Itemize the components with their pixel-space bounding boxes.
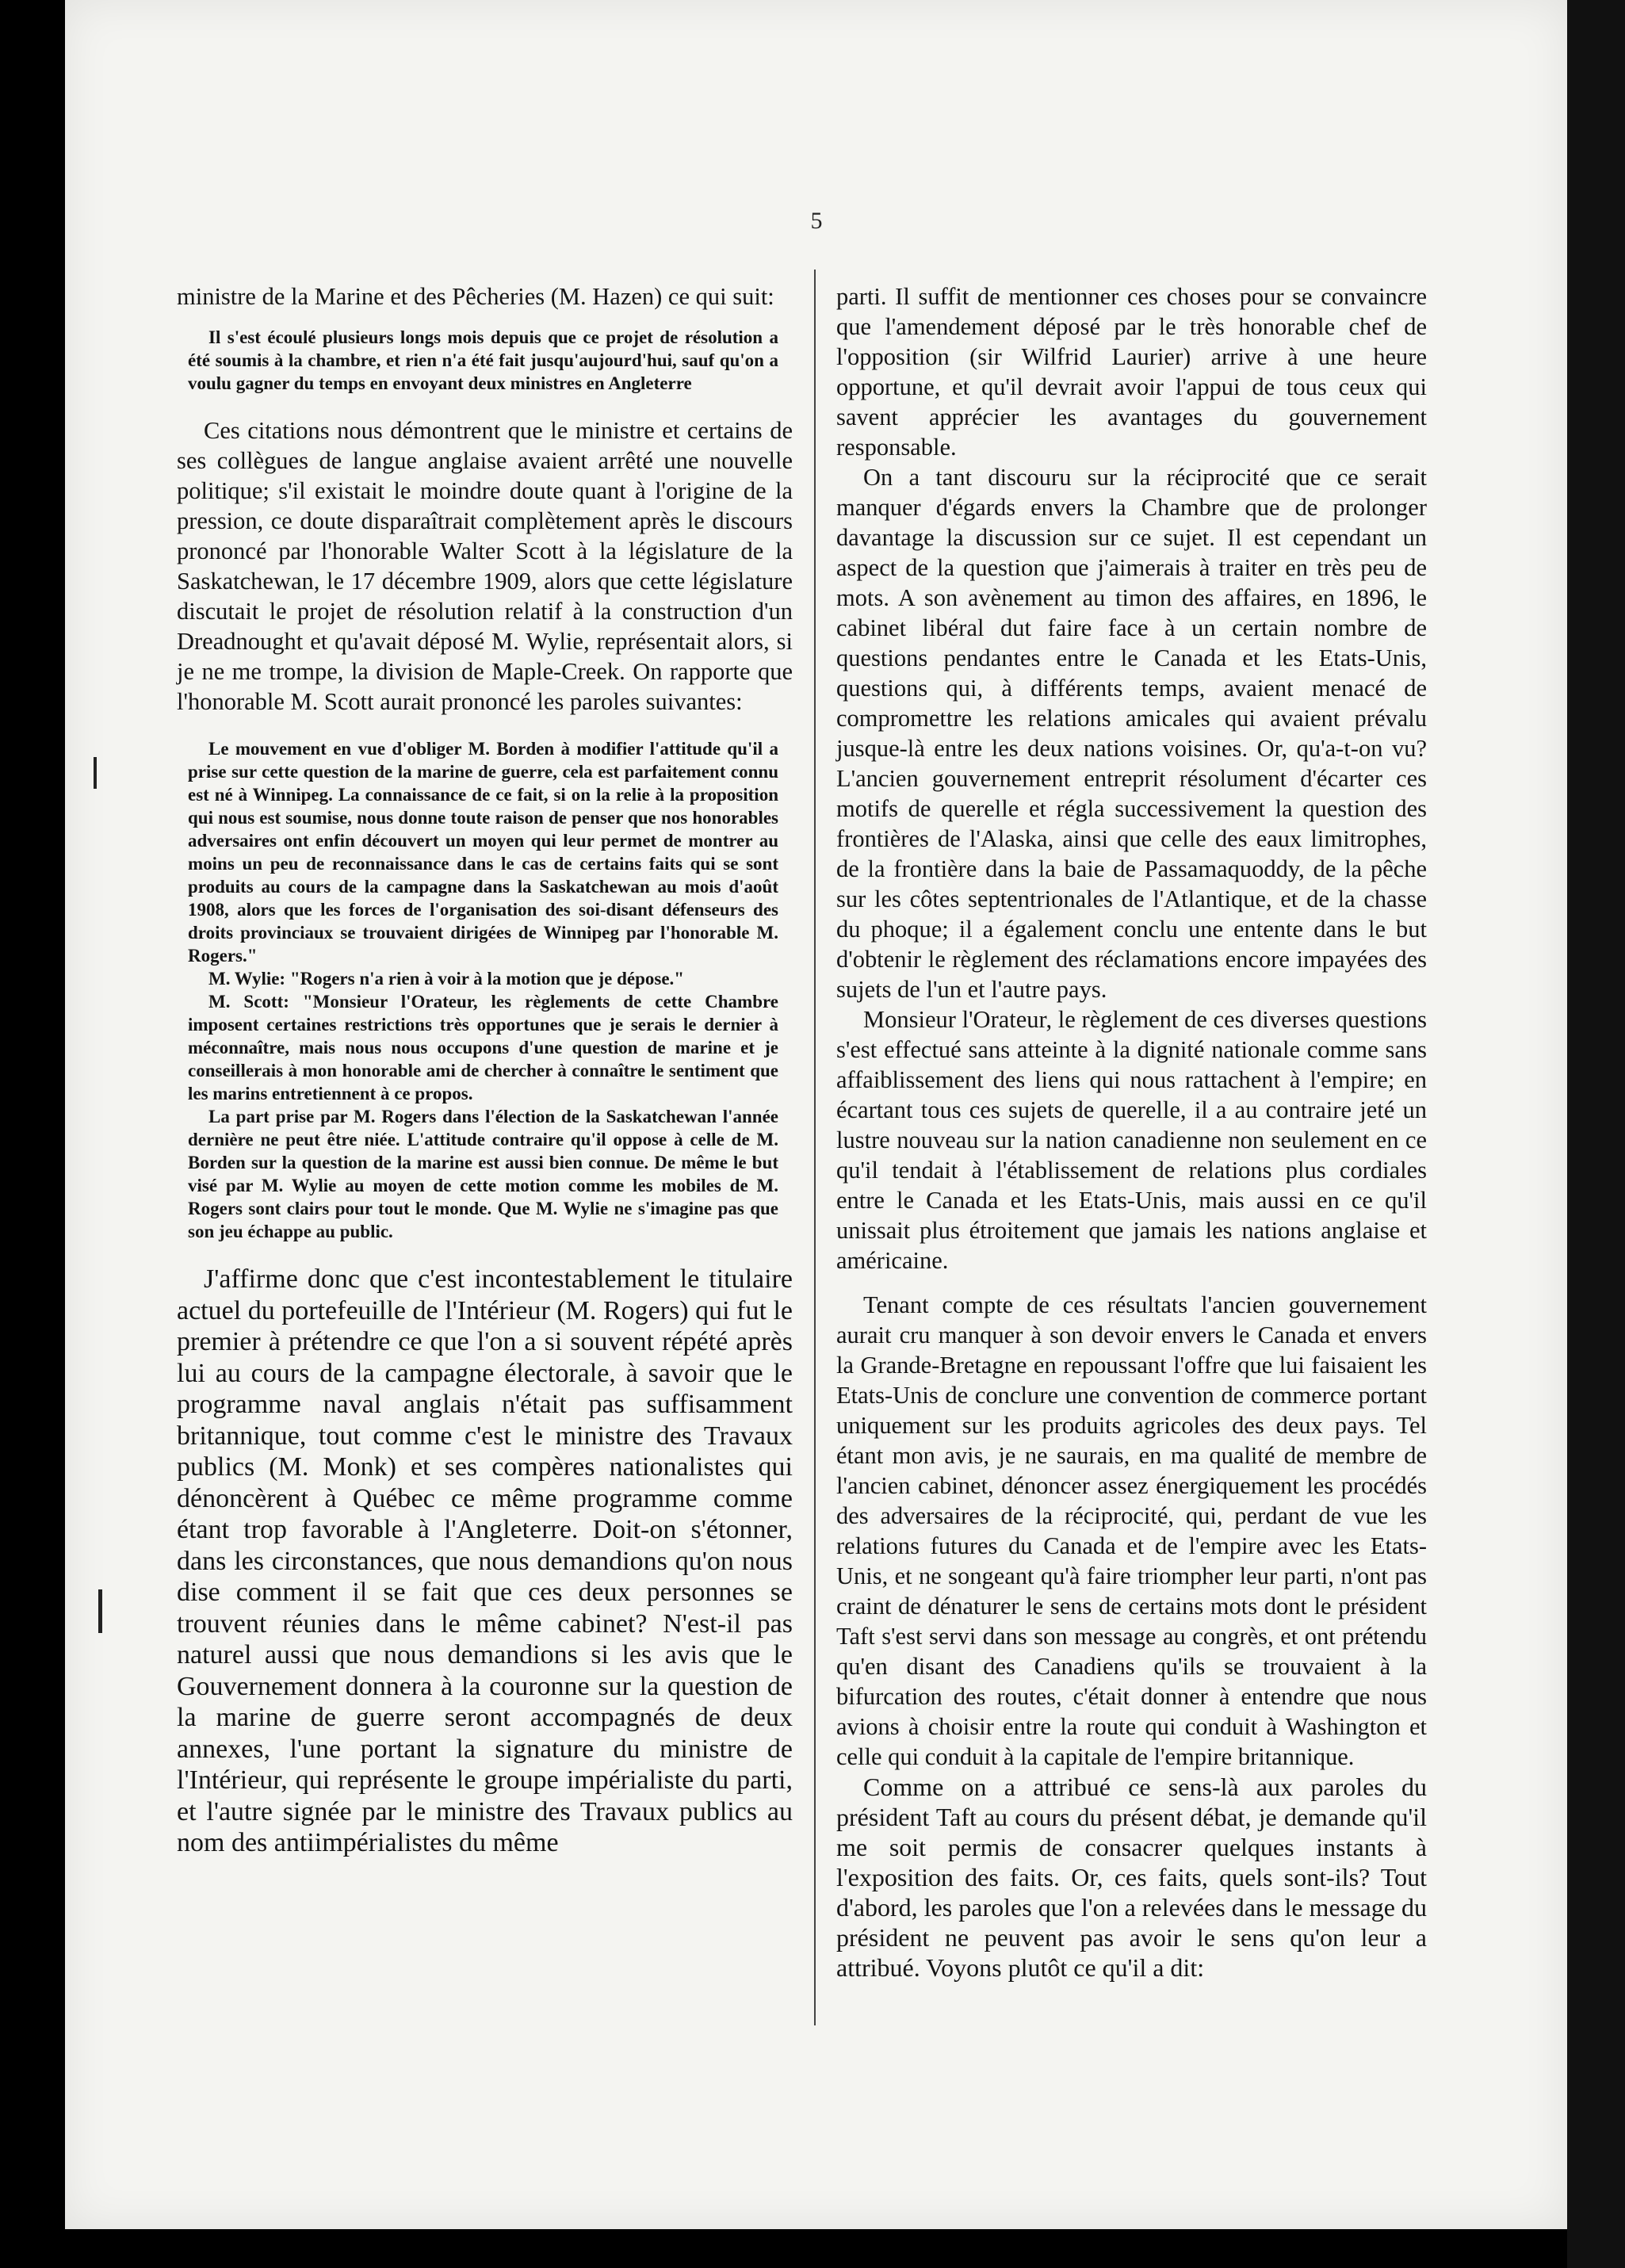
paragraph: parti. Il suffit de mentionner ces choses pour se convaincre que l'amendement déposé par le très honorable chef de l'opposition (sir Wilfrid Laurier) arrive à une heure opportune, et qu'il devrait avoir l'appui de tous ceux qui savent apprécier les avantages du gouvernement responsable. xyxy=(836,283,1427,461)
scan-border xyxy=(1567,0,1625,2268)
paragraph: On a tant discouru sur la réciprocité que ce serait manquer d'égards envers la Chambre que de prolonger davantage la discussion sur ce sujet. Il est cependant un aspect de la question que j'aimerais à traiter en très peu de mots. A son avènement au timon des affaires, en 1896, le cabinet libéral dut faire face à un certain nombre de questions pendantes entre le Canada et les Etats-Unis, questions qui, à différents temps, avaient menacé de compromettre les relations amicales qui avaient prévalu jusque-là entre les deux nations voisines. Or, qu'a-t-on vu? L'ancien gouvernement entreprit résolument d'écarter ces motifs de querelle et régla successivement la question des frontières de l'Alaska, ainsi que celle des eaux limitrophes, de la frontière dans la baie de Passamaquoddy, de la pêche sur les côtes septentrionales de l'Atlantique, et de la chasse du phoque; il a également conclu une entente dans le but d'obtenir le règlement des réclamations encore impayées des sujets de l'un et l'autre pays. xyxy=(836,464,1427,1003)
paragraph: Comme on a attribué ce sens-là aux paroles du président Taft au cours du présent débat, je demande qu'il me soit permis de consacrer quelques instants à l'exposition des faits. Or, ces faits, quels sont-ils? Tout d'abord, les paroles que l'on a relevées dans le message du président ne peuvent pas avoir le sens qu'on leur a attribué. Voyons plutôt ce qu'il a dit: xyxy=(836,1773,1427,1982)
paragraph: Tenant compte de ces résultats l'ancien gouvernement aurait cru manquer à son devoir envers le Canada et envers la Grande-Bretagne en repoussant l'offre que lui faisaient les Etats-Unis de conclure une convention de commerce portant uniquement sur les produits agricoles des deux pays. Tel étant mon avis, je ne saurais, en ma qualité de membre de l'ancien cabinet, dénoncer assez énergiquement les procédés des adversaires de la réciprocité, qui, perdant de vue les relations futures du Canada et de l'empire avec les Etats-Unis, et ne songeant qu'à faire triompher leur parti, n'ont pas craint de dénaturer le sens de certains mots dont le président Taft s'est servi dans son message au congrès, et ont prétendu qu'en disant des Canadiens qu'ils se trouvaient à la bifurcation des routes, c'était donner à entendre que nous avions à choisir entre la route qui conduit à Washington et celle qui conduit à la capitale de l'empire britannique. xyxy=(836,1291,1427,1770)
quote-block: La part prise par M. Rogers dans l'élection de la Saskatchewan l'année dernière ne peut être niée. L'attitude contraire qu'il oppose à celle de M. Borden sur la question de la marine est aussi bien connue. De même le but visé par M. Wylie au moyen de cette motion comme les mobiles de M. Rogers sont clairs pour tout le monde. Que M. Wylie ne s'imagine pas que son jeu échappe au public. xyxy=(188,1107,778,1241)
margin-mark xyxy=(98,1589,102,1633)
page-number: 5 xyxy=(810,208,823,234)
paragraph: J'affirme donc que c'est incontestablement le titulaire actuel du portefeuille de l'Intérieur (M. Rogers) qui fut le premier à prétendre ce que l'on a si souvent répété après lui au cours de la campagne électorale, à savoir que le programme naval anglais n'était pas suffisamment britannique, tout comme c'est le ministre des Travaux publics (M. Monk) et ses compères nationalistes qui dénoncèrent à Québec ce même programme comme étant trop favorable à l'Angleterre. Doit-on s'étonner, dans les circonstances, que nous demandions qu'on nous dise comment il se fait que ces deux personnes se trouvent réunies dans le même cabinet? N'est-il pas naturel aussi que nous demandions si les avis que le Gouvernement donnera à la couronne sur la question de la marine de guerre seront accompagnés de deux annexes, l'une portant la signature du ministre de l'Intérieur, qui représente le groupe impérialiste du parti, et l'autre signée par le ministre des Travaux publics au nom des antiimpérialistes du même xyxy=(177,1264,793,1857)
left-column xyxy=(177,281,793,1859)
paragraph: Ces citations nous démontrent que le ministre et certains de ses collègues de langue anglaise avaient arrêté une nouvelle politique; s'il existait le moindre doute quant à l'origine de la pression, ce doute disparaîtrait complètement après le discours prononcé par l'honorable Walter Scott à la législature de la Saskatchewan, le 17 décembre 1909, alors que cette législature discutait le projet de résolution relatif à la construction d'un Dreadnought et qu'avait déposé M. Wylie, représentait alors, si je ne me trompe, la division de Maple-Creek. On rapporte que l'honorable M. Scott aurait prononcé les paroles suivantes: xyxy=(177,417,793,715)
quote-block: Le mouvement en vue d'obliger M. Borden à modifier l'attitude qu'il a prise sur cette question de la marine de guerre, cela est parfaitement connu est né à Winnipeg. La connaissance de ce fait, si on la relie à la proposition qui nous est soumise, nous donne toute raison de penser que nos honorables adversaires ont enfin découvert un moyen qui leur permet de montrer au moins un peu de reconnaissance dans le cas de certains faits qui se sont produits au cours de la campagne dans la Saskatchewan au mois d'août 1908, alors que les forces de l'organisation des soi-disant défenseurs des droits provinciaux se trouvaient dirigées de Winnipeg par l'honorable M. Rogers." xyxy=(188,739,778,966)
paragraph: Monsieur l'Orateur, le règlement de ces diverses questions s'est effectué sans atteinte à la dignité nationale comme sans affaiblissement des liens qui nous rattachent à l'empire; en écartant tous ces sujets de querelle, il a au contraire jeté un lustre nouveau sur la nation canadienne non seulement en ce qu'il tendait à l'établissement de relations plus cordiales entre le Canada et les Etats-Unis, mais aussi en ce qu'il unissait plus étroitement que jamais les nations anglaise et américaine. xyxy=(836,1006,1427,1274)
quote-block: M. Scott: "Monsieur l'Orateur, les règlements de cette Chambre imposent certaines restrictions très opportunes que je serais le dernier à méconnaître, mais nous nous occupons d'une question de marine et je conseillerais à mon honorable ami de chercher à connaître le sentiment que les marins entretiennent à ce propos. xyxy=(188,992,778,1103)
intro-text: ministre de la Marine et des Pêcheries (M. Hazen) ce qui suit: xyxy=(177,283,774,310)
margin-mark xyxy=(94,757,97,789)
quote-block: Il s'est écoulé plusieurs longs mois depuis que ce projet de résolution a été soumis à la chambre, et rien n'a été fait jusqu'aujourd'hui, sauf qu'on a voulu gagner du temps en envoyant deux ministres en Angleterre xyxy=(188,327,778,393)
right-column xyxy=(836,281,1427,1983)
column-rule xyxy=(814,270,816,2025)
quote-block: M. Wylie: "Rogers n'a rien à voir à la motion que je dépose." xyxy=(208,969,685,989)
